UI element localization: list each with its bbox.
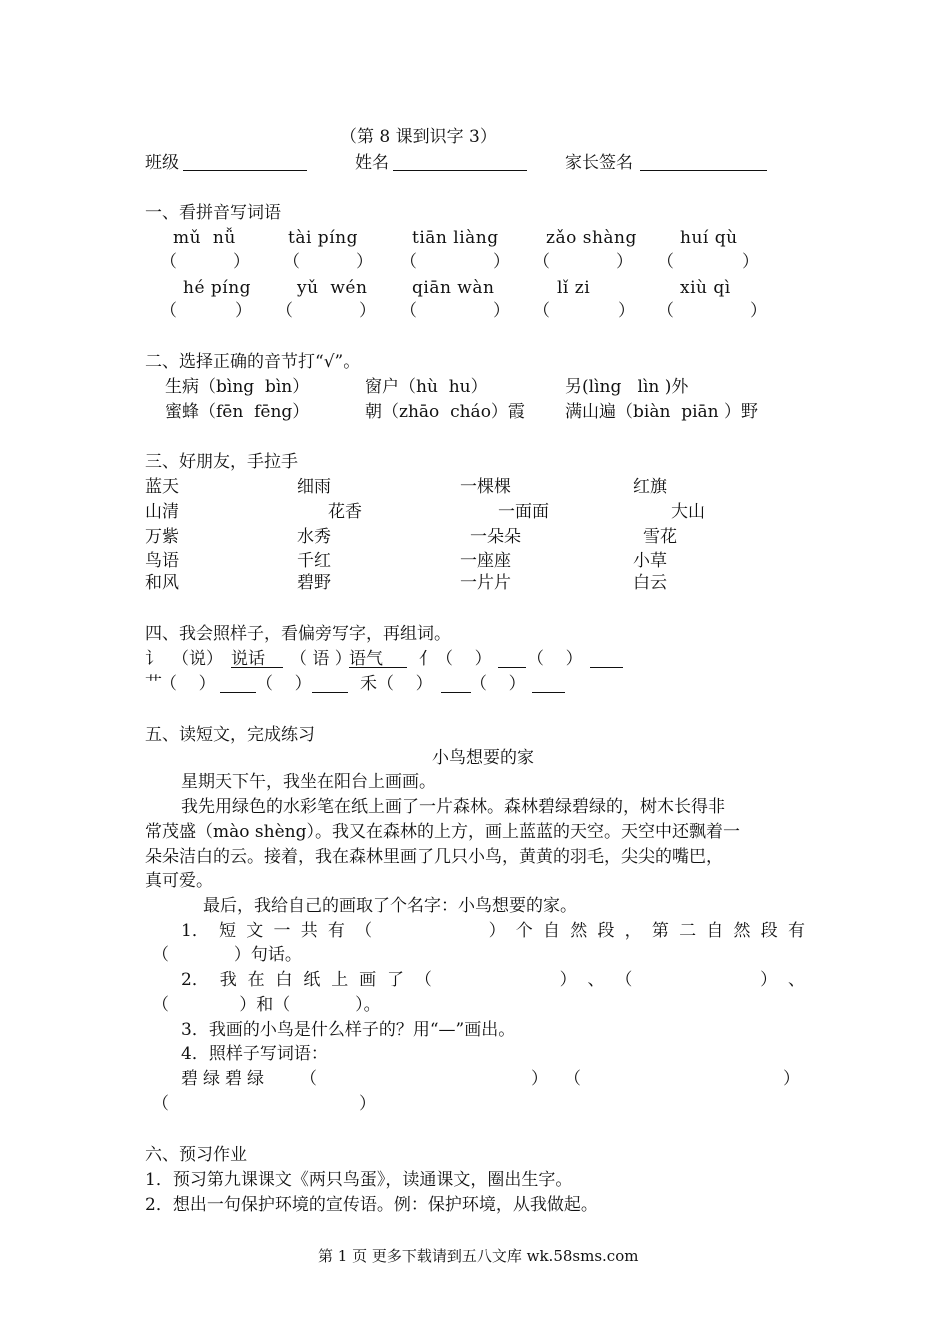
word-blank[interactable] <box>312 692 348 693</box>
example-char: （ 语 ） <box>290 649 352 669</box>
syllable-choice[interactable]: 窗户（hù hu） <box>365 377 488 397</box>
question-2-blank-line[interactable]: （ ）和（ ）。 <box>152 995 381 1015</box>
section-6-title: 六、预习作业 <box>145 1145 247 1165</box>
word-blank[interactable] <box>532 692 565 693</box>
word-blank[interactable] <box>590 667 623 668</box>
syllable-choice[interactable]: 另(lìng lìn )外 <box>565 377 689 397</box>
answer-box[interactable]: （ ） <box>657 252 759 272</box>
word-match-item: 一座座 <box>460 551 511 571</box>
char-blank[interactable]: （ ） <box>527 649 583 669</box>
word-blank[interactable] <box>441 692 471 693</box>
char-blank[interactable]: （ ） <box>160 674 216 694</box>
story-paragraph-3: 最后，我给自己的画取了个名字：小鸟想要的家。 <box>203 896 577 916</box>
answer-box[interactable]: （ ） <box>657 301 767 321</box>
page-footer: 第 1 页 更多下载请到五八文库 wk.58sms.com <box>318 1247 639 1265</box>
syllable-choice[interactable]: 生病（bìng bìn） <box>165 377 310 397</box>
question-1-blank-line[interactable]: （ ）句话。 <box>152 945 302 965</box>
answer-box[interactable]: （ ） <box>400 252 510 272</box>
char-blank[interactable]: （ ） <box>256 674 312 694</box>
answer-box[interactable]: （ ） <box>160 252 250 272</box>
class-label: 班级 <box>145 153 179 173</box>
word-match-item: 蓝天 <box>145 477 179 497</box>
story-paragraph-2-line: 真可爱。 <box>145 871 213 891</box>
story-paragraph-2-line: 我先用绿色的水彩笔在纸上画了一片森林。森林碧绿碧绿的，树木长得非 <box>181 797 725 817</box>
section-1-title: 一、看拼音写词语 <box>145 203 281 223</box>
pinyin-item: zǎo shàng <box>546 228 637 248</box>
question-3: 3．我画的小鸟是什么样子的？用“—”画出。 <box>181 1020 516 1040</box>
pinyin-item: hé píng <box>183 278 252 298</box>
homework-item-1: 1．预习第九课课文《两只鸟蛋》，读通课文，圈出生字。 <box>145 1170 573 1190</box>
pinyin-item: tiān liàng <box>412 228 499 248</box>
example-word: 说话 <box>231 649 265 669</box>
name-label: 姓名 <box>355 153 389 173</box>
answer-box[interactable]: （ ） <box>533 252 633 272</box>
answer-paren[interactable]: （ ） <box>564 1069 800 1089</box>
char-blank[interactable]: （ ） <box>470 674 526 694</box>
example-char: （说） <box>172 649 223 669</box>
pinyin-item: tài píng <box>288 228 358 248</box>
pinyin-item: xiù qì <box>680 278 731 298</box>
word-match-item: 一面面 <box>498 502 549 522</box>
word-match-item: 一朵朵 <box>470 527 521 547</box>
word-match-item: 红旗 <box>633 477 667 497</box>
pinyin-item: yǔ wén <box>297 278 368 298</box>
answer-box[interactable]: （ ） <box>283 252 373 272</box>
answer-box[interactable]: （ ） <box>533 301 635 321</box>
question-1-line: 1． 短 文 一 共 有 （ ） 个 自 然 段 ， 第 二 自 然 段 有 <box>181 921 805 941</box>
answer-paren[interactable]: （ ） <box>300 1069 548 1089</box>
example-word: 语气 <box>349 649 383 669</box>
word-match-item: 水秀 <box>297 527 331 547</box>
word-match-item: 鸟语 <box>145 551 179 571</box>
syllable-choice[interactable]: 满山遍（biàn piān ）野 <box>565 402 759 422</box>
story-paragraph-1: 星期天下午，我坐在阳台上画画。 <box>181 772 436 792</box>
word-match-item: 山清 <box>145 502 179 522</box>
example-underline <box>349 667 407 668</box>
word-blank[interactable] <box>220 692 256 693</box>
class-field[interactable] <box>183 170 307 171</box>
word-match-item: 万紫 <box>145 527 179 547</box>
example-word-aabb: 碧绿碧绿 <box>181 1069 269 1089</box>
word-match-item: 碧野 <box>297 573 331 593</box>
word-match-item: 小草 <box>633 551 667 571</box>
question-4: 4．照样子写词语： <box>181 1044 328 1064</box>
answer-box[interactable]: （ ） <box>276 301 376 321</box>
section-3-title: 三、好朋友，手拉手 <box>145 452 298 472</box>
word-blank[interactable] <box>498 667 526 668</box>
example-underline <box>231 667 283 668</box>
story-paragraph-2-line: 朵朵洁白的云。接着，我在森林里画了几只小鸟，黄黄的羽毛，尖尖的嘴巴， <box>145 847 723 867</box>
radical-person: 亻 <box>419 649 436 669</box>
word-match-item: 大山 <box>671 502 705 522</box>
section-4-title: 四、我会照样子，看偏旁写字，再组词。 <box>145 624 451 644</box>
section-5-title: 五、读短文，完成练习 <box>145 725 315 745</box>
word-match-item: 白云 <box>633 573 667 593</box>
word-match-item: 一棵棵 <box>460 477 511 497</box>
pinyin-item: qiān wàn <box>412 278 495 298</box>
answer-paren[interactable]: （ ） <box>152 1094 376 1114</box>
answer-box[interactable]: （ ） <box>160 301 252 321</box>
parent-sign-field[interactable] <box>640 170 767 171</box>
char-blank[interactable]: （ ） <box>377 674 433 694</box>
lesson-range-title: （第 8 课到识字 3） <box>340 127 497 147</box>
char-blank[interactable]: （ ） <box>436 649 492 669</box>
word-match-item: 花香 <box>328 502 362 522</box>
question-2-line: 2． 我 在 白 纸 上 画 了 （ ） 、 （ ） 、 <box>181 970 805 990</box>
syllable-choice[interactable]: 朝（zhāo cháo）霞 <box>365 402 525 422</box>
radical-speech: 讠 <box>145 649 162 669</box>
pinyin-item: lǐ zi <box>557 278 591 298</box>
parent-sign-label: 家长签名 <box>565 153 633 173</box>
word-match-item: 雪花 <box>643 527 677 547</box>
section-2-title: 二、选择正确的音节打“√”。 <box>145 352 361 372</box>
radical-grain: 禾 <box>360 674 377 694</box>
homework-item-2: 2．想出一句保护环境的宣传语。例：保护环境，从我做起。 <box>145 1195 598 1215</box>
syllable-choice[interactable]: 蜜蜂（fēn fēng） <box>165 402 310 422</box>
pinyin-item: mǔ nǚ <box>173 228 236 248</box>
story-paragraph-2-line: 常茂盛（mào shèng）。我又在森林的上方，画上蓝蓝的天空。天空中还飘着一 <box>145 822 740 842</box>
word-match-item: 千红 <box>297 551 331 571</box>
word-match-item: 一片片 <box>460 573 511 593</box>
story-title: 小鸟想要的家 <box>432 748 534 768</box>
name-field[interactable] <box>393 170 527 171</box>
pinyin-item: huí qù <box>680 228 738 248</box>
radical-grass: 艹 <box>145 674 162 694</box>
word-match-item: 细雨 <box>297 477 331 497</box>
word-match-item: 和风 <box>145 573 179 593</box>
answer-box[interactable]: （ ） <box>400 301 510 321</box>
